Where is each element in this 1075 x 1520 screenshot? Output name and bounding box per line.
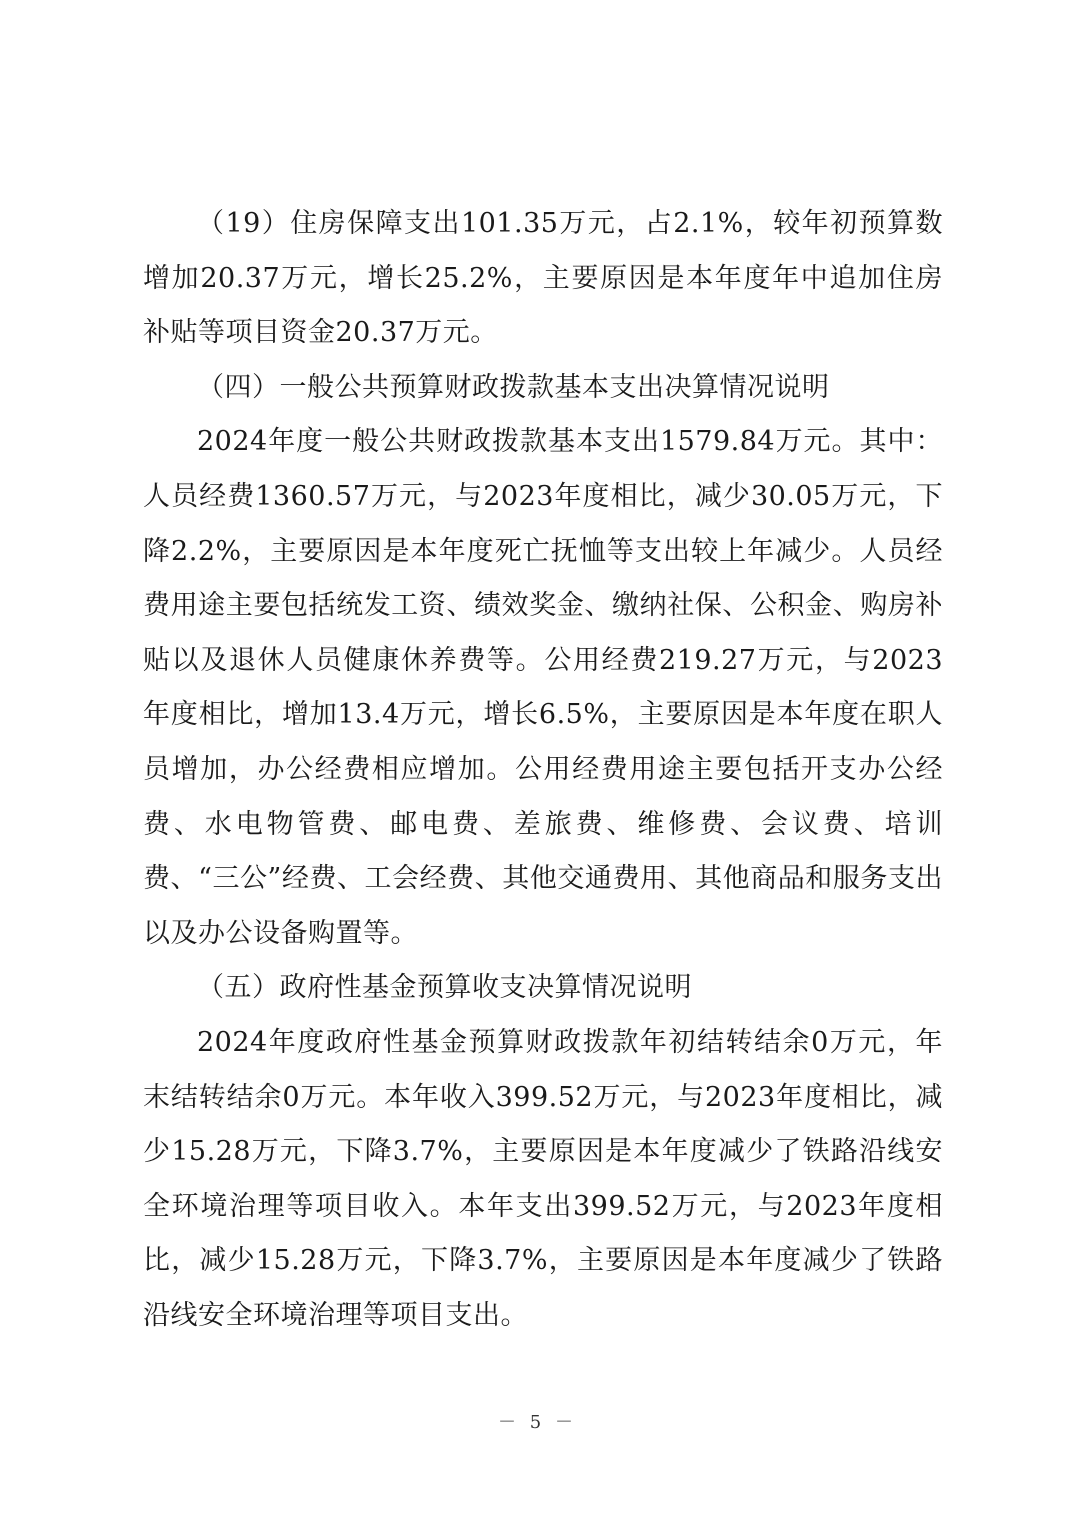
document-body [143,197,943,1343]
page-number: － 5 － [498,1412,577,1433]
paragraph-government-fund: 2024年度政府性基金预算财政拨款年初结转结余0万元，年末结转结余0万元。本年收入399.52万元，与2023年度相比，减少15.28万元，下降3.7%，主要原因是本年度减少了铁路沿线安全环境治理等项目收入。本年支出399.52万元，与2023年度相比，减少15.28万元，下降3.7%，主要原因是本年度减少了铁路沿线安全环境治理等项目支出。 [143,1026,943,1331]
paragraph-housing-expenditure: （19）住房保障支出101.35万元，占2.1%，较年初预算数增加20.37万元，增长25.2%，主要原因是本年度年中追加住房补贴等项目资金20.37万元。 [143,208,943,349]
section-heading-government-fund: （五）政府性基金预算收支决算情况说明 [197,972,692,1004]
paragraph-basic-expenditure: 2024年度一般公共财政拨款基本支出1579.84万元。其中：人员经费1360.57万元，与2023年度相比，减少30.05万元，下降2.2%，主要原因是本年度死亡抚恤等支出较上年减少。人员经费用途主要包括统发工资、绩效奖金、缴纳社保、公积金、购房补贴以及退休人员健康休养费等。公用经费219.27万元，与2023年度相比，增加13.4万元，增长6.5%，主要原因是本年度在职人员增加，办公经费相应增加。公用经费用途主要包括开支办公经费、水电物管费、邮电费、差旅费、维修费、会议费、培训费、“三公”经费、工会经费、其他交通费用、其他商品和服务支出以及办公设备购置等。 [143,426,943,949]
section-heading-basic-expenditure: （四）一般公共预算财政拨款基本支出决算情况说明 [197,371,830,403]
